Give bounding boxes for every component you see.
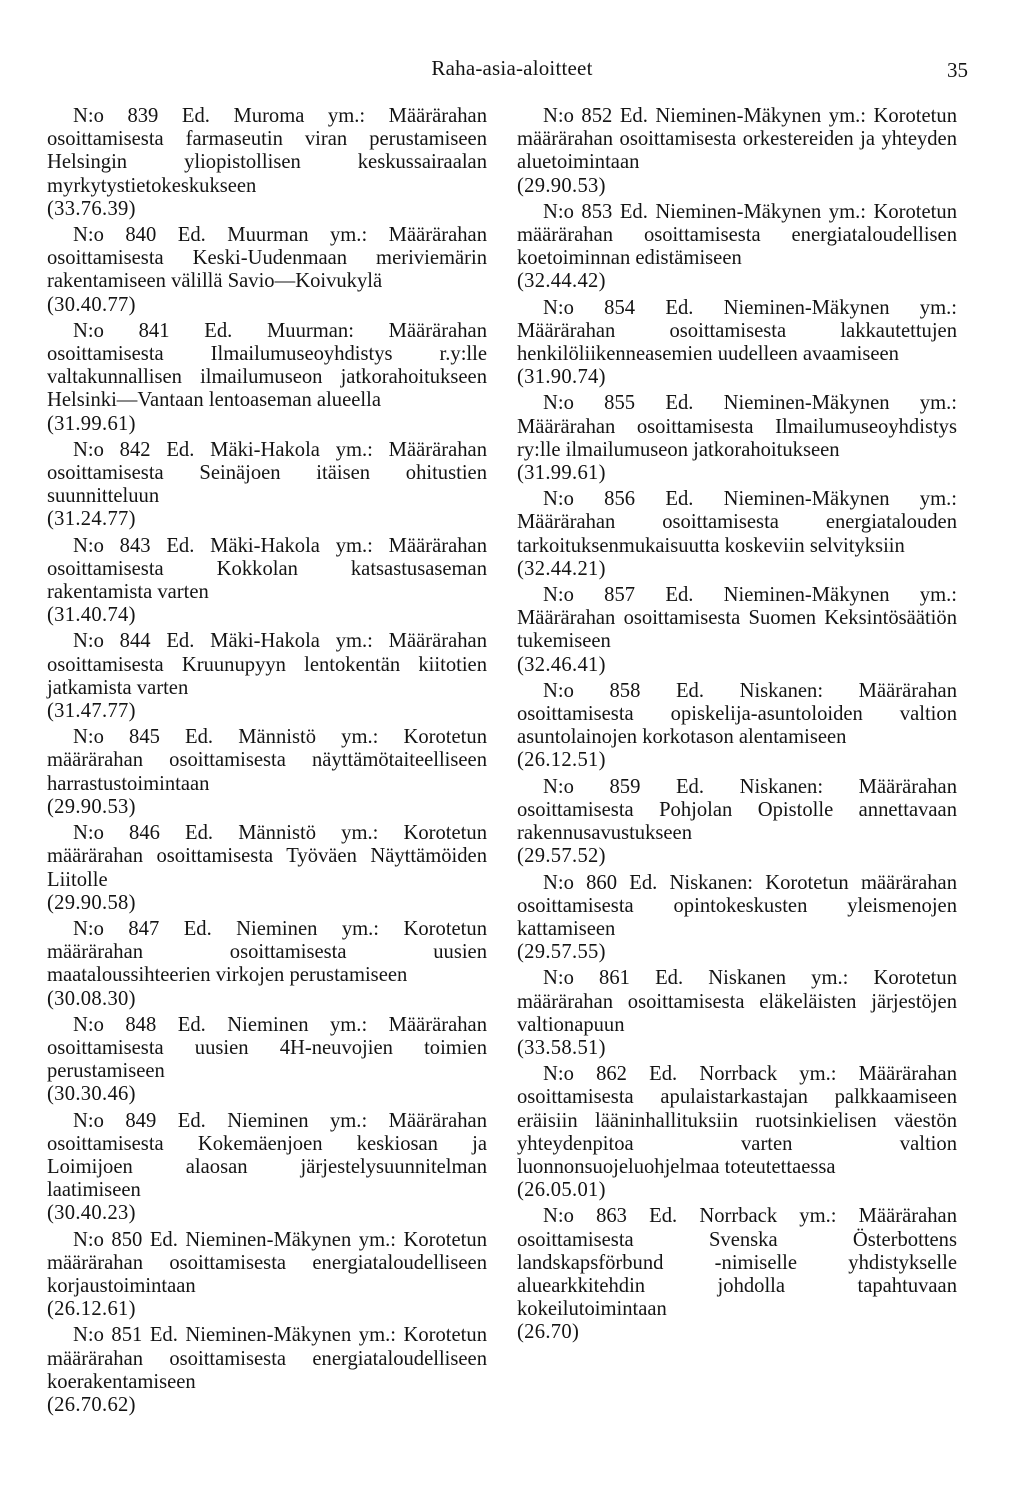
budget-code: (29.90.53) bbox=[517, 174, 606, 197]
motion-description: N:o 848 Ed. Nieminen ym.: Määrärahan osoittamisesta uusien 4H-neuvojien toimien perustamiseen bbox=[47, 1013, 487, 1083]
motion-entry bbox=[47, 630, 487, 723]
budget-code: (30.30.46) bbox=[47, 1083, 136, 1106]
budget-code: (31.99.61) bbox=[47, 412, 136, 435]
motion-entry bbox=[517, 488, 957, 581]
motion-entry bbox=[47, 1324, 487, 1417]
budget-code: (32.44.21) bbox=[517, 557, 606, 580]
motion-entry bbox=[47, 439, 487, 532]
motion-entry bbox=[517, 584, 957, 677]
budget-code: (26.12.61) bbox=[47, 1298, 136, 1321]
left-column bbox=[47, 105, 487, 1420]
budget-code: (29.90.58) bbox=[47, 891, 136, 914]
motion-description: N:o 853 Ed. Nieminen-Mäkynen ym.: Korotetun määrärahan osoittamisesta energiataloudellisen koetoiminnan edistämiseen bbox=[517, 200, 957, 270]
motion-description: N:o 842 Ed. Mäki-Hakola ym.: Määrärahan osoittamisesta Seinäjoen itäisen ohitustien suunnitteluun bbox=[47, 438, 487, 508]
motion-description: N:o 840 Ed. Muurman ym.: Määrärahan osoittamisesta Keski-Uudenmaan meriviemärin rakentamiseen välillä Savio—Koivukylä bbox=[47, 224, 487, 293]
motion-description: N:o 852 Ed. Nieminen-Mäkynen ym.: Korotetun määrärahan osoittamisesta orkestereiden ja yhteyden aluetoimintaan bbox=[517, 105, 957, 174]
motion-entry bbox=[47, 822, 487, 915]
motion-description: N:o 841 Ed. Muurman: Määrärahan osoittamisesta Ilmailumuseoyhdistys r.y:lle valtakunnallisen ilmailumuseon jatkorahoitukseen Helsinki—Vantaan lentoaseman alueella bbox=[47, 319, 487, 412]
motion-entry bbox=[47, 105, 487, 221]
motion-entry bbox=[517, 297, 957, 390]
motion-description: N:o 844 Ed. Mäki-Hakola ym.: Määrärahan osoittamisesta Kruunupyyn lentokentän kiitotien jatkamista varten bbox=[47, 630, 487, 699]
budget-code: (33.58.51) bbox=[517, 1036, 606, 1059]
motion-entry bbox=[47, 320, 487, 436]
right-column bbox=[517, 105, 957, 1348]
budget-code: (31.24.77) bbox=[47, 508, 136, 531]
motion-entry bbox=[47, 1014, 487, 1107]
budget-code: (30.08.30) bbox=[47, 987, 136, 1010]
budget-code: (29.57.52) bbox=[517, 845, 606, 868]
budget-code: (32.46.41) bbox=[517, 653, 606, 676]
motion-description: N:o 846 Ed. Männistö ym.: Korotetun määrärahan osoittamisesta Työväen Näyttämöiden Liitolle bbox=[47, 822, 487, 891]
motion-entry bbox=[517, 201, 957, 294]
budget-code: (33.76.39) bbox=[47, 197, 136, 220]
page-number: 35 bbox=[947, 58, 968, 82]
motion-entry bbox=[517, 392, 957, 485]
motion-description: N:o 857 Ed. Nieminen-Mäkynen ym.: Määrärahan osoittamisesta Suomen Keksintösäätiön tukemiseen bbox=[517, 584, 957, 653]
motion-description: N:o 858 Ed. Niskanen: Määrärahan osoittamisesta opiskelija-asuntoloiden valtion asuntolainojen korkotason alentamiseen bbox=[517, 679, 957, 749]
budget-code: (32.44.42) bbox=[517, 270, 606, 293]
motion-entry bbox=[47, 224, 487, 317]
motion-description: N:o 847 Ed. Nieminen ym.: Korotetun määrärahan osoittamisesta uusien maataloussihteerien virkojen perustamiseen bbox=[47, 917, 487, 987]
motion-description: N:o 859 Ed. Niskanen: Määrärahan osoittamisesta Pohjolan Opistolle annettavaan rakennusavustukseen bbox=[517, 775, 957, 845]
motion-description: N:o 860 Ed. Niskanen: Korotetun määrärahan osoittamisesta opintokeskusten yleismenojen kattamiseen bbox=[517, 871, 957, 940]
motion-entry bbox=[47, 918, 487, 1011]
motion-description: N:o 851 Ed. Nieminen-Mäkynen ym.: Korotetun määrärahan osoittamisesta energiataloudelliseen koerakentamiseen bbox=[47, 1324, 487, 1393]
motion-description: N:o 863 Ed. Norrback ym.: Määrärahan osoittamisesta Svenska Österbottens landskapsförbund -nimiselle yhdistykselle aluearkkitehdin johdolla tapahtuvaan kokeilutoimintaan bbox=[517, 1205, 957, 1321]
motion-description: N:o 856 Ed. Nieminen-Mäkynen ym.: Määrärahan osoittamisesta energiatalouden tarkoituksenmukaisuutta koskeviin selvityksiin bbox=[517, 488, 957, 557]
motion-entry bbox=[517, 776, 957, 869]
motion-description: N:o 845 Ed. Männistö ym.: Korotetun määrärahan osoittamisesta näyttämötaiteelliseen harrastustoimintaan bbox=[47, 726, 487, 795]
motion-description: N:o 861 Ed. Niskanen ym.: Korotetun määrärahan osoittamisesta eläkeläisten järjestöjen valtionapuun bbox=[517, 967, 957, 1036]
motion-description: N:o 849 Ed. Nieminen ym.: Määrärahan osoittamisesta Kokemäenjoen keskiosan ja Loimijoen alaosan järjestelysuunnitelman laatimiseen bbox=[47, 1109, 487, 1202]
budget-code: (26.70.62) bbox=[47, 1393, 136, 1416]
motion-entry bbox=[517, 872, 957, 965]
motion-description: N:o 850 Ed. Nieminen-Mäkynen ym.: Korotetun määrärahan osoittamisesta energiataloudelliseen korjaustoimintaan bbox=[47, 1228, 487, 1297]
motion-entry bbox=[517, 680, 957, 773]
budget-code: (26.12.51) bbox=[517, 749, 606, 772]
motion-description: N:o 862 Ed. Norrback ym.: Määrärahan osoittamisesta apulaistarkastajan palkkaamiseen eräisiin lääninhallituksiin ruotsinkielisen väestön yhteydenpitoa varten valtion luonnonsuojeluohjelmaa toteutettaessa bbox=[517, 1063, 957, 1178]
budget-code: (31.90.74) bbox=[517, 366, 606, 389]
motion-description: N:o 854 Ed. Nieminen-Mäkynen ym.: Määrärahan osoittamisesta lakkautettujen henkilöliikenneasemien uudelleen avaamiseen bbox=[517, 296, 957, 366]
page-title: Raha-asia-aloitteet bbox=[431, 56, 593, 80]
budget-code: (30.40.23) bbox=[47, 1202, 136, 1225]
motion-entry bbox=[47, 726, 487, 819]
motion-entry bbox=[47, 1229, 487, 1322]
budget-code: (30.40.77) bbox=[47, 293, 136, 316]
motion-entry bbox=[517, 105, 957, 198]
motion-entry bbox=[517, 1063, 957, 1202]
budget-code: (31.99.61) bbox=[517, 462, 606, 485]
budget-code: (31.47.77) bbox=[47, 700, 136, 723]
budget-code: (26.70) bbox=[517, 1321, 580, 1344]
budget-code: (31.40.74) bbox=[47, 604, 136, 627]
motion-description: N:o 855 Ed. Nieminen-Mäkynen ym.: Määrärahan osoittamisesta Ilmailumuseoyhdistys ry:lle ilmailumuseon jatkorahoitukseen bbox=[517, 392, 957, 461]
motion-description: N:o 839 Ed. Muroma ym.: Määrärahan osoittamisesta farmaseutin viran perustamiseen Helsingin yliopistollisen keskussairaalan myrkytystietokeskukseen bbox=[47, 105, 487, 197]
budget-code: (29.90.53) bbox=[47, 795, 136, 818]
budget-code: (29.57.55) bbox=[517, 941, 606, 964]
motion-entry bbox=[47, 1110, 487, 1226]
running-header bbox=[0, 56, 1024, 86]
motion-description: N:o 843 Ed. Mäki-Hakola ym.: Määrärahan osoittamisesta Kokkolan katsastusaseman rakentamista varten bbox=[47, 534, 487, 604]
motion-entry bbox=[517, 967, 957, 1060]
motion-entry bbox=[47, 535, 487, 628]
budget-code: (26.05.01) bbox=[517, 1179, 606, 1202]
motion-entry bbox=[517, 1205, 957, 1344]
